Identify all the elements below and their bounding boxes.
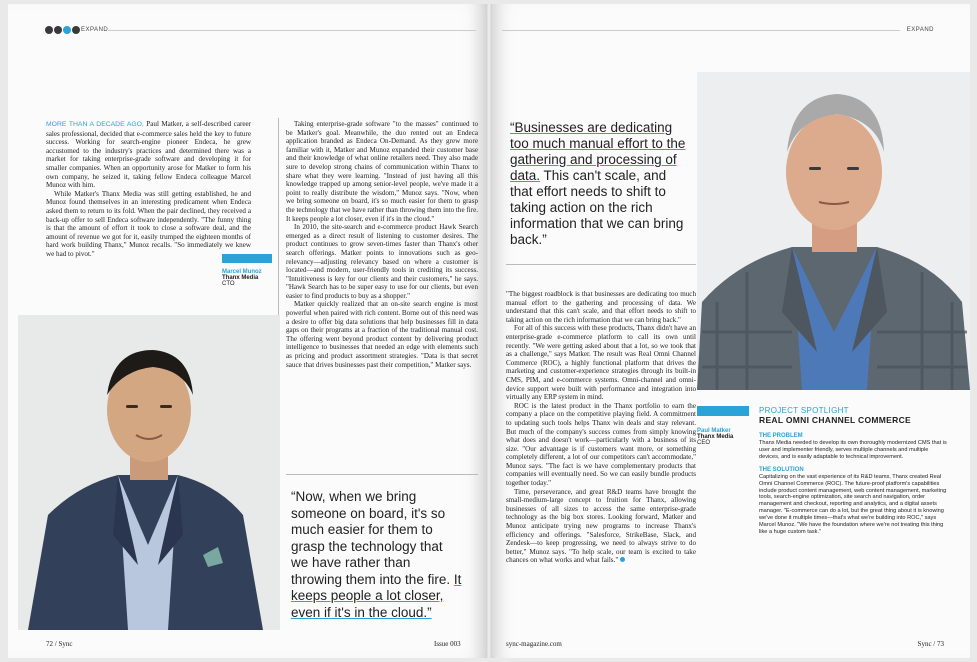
pull-quote-highlight: “Businesses are dedicating too much manual effort to the gathering and processing of data. xyxy=(510,120,686,183)
article-column-2 xyxy=(286,120,478,369)
caption-title: CEO xyxy=(697,440,711,446)
paragraph: In 2010, the site-search and e-commerce product Hawk Search emerged as a direct result of listening to customer desires. The product continues to grow seven-times faster than Thanx's other search offerings. Matker points to innovations such as geo-relevancy—adjusting relevancy based on where a customer is located—and modern, user-friendly tools in crediting its success. "Intuitiveness is key for our clients and their customers," he says. "Hawk Search has to be super easy to use for our clients, but even easier to find products to buy as a shopper." xyxy=(286,223,478,300)
paragraph: ROC is the latest product in the Thanx portfolio to earn the company a place on the competitive playing field. A commitment to updating such tools helps Thanx win deals and stay relevant. But much of the company's success comes from simply knowing what does and doesn't work—particularly with a business of its size. "Our advantage is if customers want more, or something completely different, a lot of our competitors can't accommodate," Munoz says. "The fact is we have complementary products that companies will eventually need. So we can easily bundle products together today." xyxy=(506,401,696,488)
caption-name: Marcel Munoz xyxy=(222,269,262,275)
paragraph: Matker quickly realized that an on-site search engine is most powerful when paired with rich content. Borne out of this need was a desire to offer big data solutions that help businesses fill in data gaps on their programs at a fraction of the traditional manual cost. The offering went beyond product content by delivering product intelligence to businesses that needed an edge with elements such as pricing and product assortment strategies. "Data is that secret sauce that drives businesses past their competition," Matker says. xyxy=(286,300,478,369)
dot-icon xyxy=(72,26,80,34)
spotlight-title: REAL OMNI CHANNEL COMMERCE xyxy=(759,415,911,425)
quote-divider xyxy=(506,264,696,265)
page-folio-right: Sync / 73 xyxy=(917,640,944,648)
solution-text: Capitalizing on the vast experience of its R&D teams, Thanx created Real Omni Channel Commerce (ROC). The future-proof platform's capabilities include product content management, web content management, marketing tools, search-engine optimization, site search and navigation, order management and checkout, reporting and analytics, and a digital assets manager. "E-commerce can do a lot, but the great thing about it is knowing we've done it multiple times—that's what we're building into ROC," says Marcel Munoz. "We have the foundation where we're not treating this thing like a huge custom task." xyxy=(759,473,947,535)
section-label: EXPAND xyxy=(906,27,934,33)
caption-company: Thanx Media xyxy=(697,434,734,440)
magazine-url: sync-magazine.com xyxy=(506,640,562,648)
solution-heading: THE SOLUTION xyxy=(759,466,804,473)
photo-caption xyxy=(697,428,733,446)
caption-title: CTO xyxy=(222,281,235,287)
caption-company: Thanx Media xyxy=(222,275,259,281)
spotlight-box xyxy=(759,406,949,542)
portrait-illustration xyxy=(18,315,280,630)
pull-quote xyxy=(291,489,463,621)
pull-quote-highlight: It keeps people a lot closer, even if it's in the cloud.” xyxy=(291,571,462,620)
paragraph: Taking enterprise-grade software "to the masses" continued to be Matker's goal. Meanwhile, the duo rented out an Endeca application branded as Endeca On-Demand. As they grew more familiar with it, Matker and Munoz expanded their customer base and their knowledge of what online retailers need. They also made sure to develop strong chains of communication within Thanx to share what they were learning. "Instead of just having all this knowledge trapped up among senior-level people, we've made it a point to really distribute the wisdom," Munoz says. "Now, when we bring someone on board, it's so much easier for them to grasp the technology that we have rather than throwing them into the fire. It keeps people a lot closer, even if it's in the cloud." xyxy=(286,120,478,223)
photo-caption xyxy=(222,254,272,287)
end-mark-icon xyxy=(620,557,625,562)
portrait-illustration xyxy=(697,72,970,390)
section-dots-icon xyxy=(45,26,80,34)
lead-in: MORE THAN A DECADE AGO, xyxy=(46,121,144,128)
header-rule xyxy=(502,30,900,31)
quote-divider xyxy=(286,474,478,475)
article-column-3 xyxy=(506,290,696,565)
issue-number: Issue 003 xyxy=(434,640,461,648)
caption-bar xyxy=(697,406,749,416)
pull-quote-text: This can't scale, and that effort needs to shift to taking action on the rich information that we can bring back.” xyxy=(510,168,684,247)
paragraph-text: Time, perseverance, and great R&D teams have brought the small-medium-large concept to fruition for Thanx, allowing businesses of all sizes to access the same enterprise-grade technology as the big box stores. Looking forward, Matker and Munoz anticipate trying new programs to increase Thanx's efficiency and offerings. "Salesforce, StrikeBase, Slack, and Zendesk—to keep progressing, we need to always strive to do better," Munoz says. "To help scale, our team is excited to take chances on what works and what fails." xyxy=(506,487,696,565)
pull-quote-text: “Now, when we bring someone on board, it's so much easier for them to grasp the technology that we have rather than throwing them into the fire. xyxy=(291,489,451,587)
right-page xyxy=(492,4,970,658)
paragraph: While Matker's Thanx Media was still getting established, he and Munoz found themselves in an interesting predicament when Endeca asked them to return to its fold. When the pair declined, they received a back-up offer to sell Endeca software independently. "The funny thing is that the amount of effort it took to close a software deal, and the amount of revenue we got for it, easily trumped the eighteen months of hard work building Thanx," Munoz recalls. "So immediately we knew we had to pivot." xyxy=(46,189,251,258)
paragraph-text: Paul Matker, a self-described career sales professional, decided that e-commerce sales held the key to future success. Working for search-engine pioneer Endeca, he grew accustomed to the industry's practices and determined there was a market for taking enterprise-grade software and developing it for smaller companies. When an opportunity arose for Matker to form his own company, he seized it, taking fellow Endeca colleague Marcel Munoz with him. xyxy=(46,120,251,190)
paragraph xyxy=(506,488,696,565)
problem-heading: THE PROBLEM xyxy=(759,433,803,439)
dot-icon xyxy=(45,26,53,34)
problem-text: Thanx Media needed to develop its own thoroughly modernized CMS that is user and implementer friendly, serves multiple channels and multiple devices, and is easily adaptable to technical improvement. xyxy=(759,440,947,460)
paragraph: For all of this success with these products, Thanx didn't have an enterprise-grade e-commerce platform to call its own until recently. "We were getting asked about that a lot, so we took that as a challenge," says Matker. The result was Real Omni Channel Commerce (ROC), a highly functional platform that drives the marketing and customer-experience strategies through its built-in CMS, PIM, and e-commerce systems. Omni-channel and omni-device support were built with performance and integration into virtually any ERP system in mind. xyxy=(506,324,696,402)
header-rule xyxy=(108,30,476,31)
portrait-photo-marcel-munoz xyxy=(18,315,280,630)
paragraph: "The biggest roadblock is that businesses are dedicating too much manual effort to the gathering and processing of data. We understand that this can't scale, and that effort needs to shift to taking action on the rich information that we can bring back." xyxy=(506,290,696,324)
caption-bar xyxy=(222,254,272,263)
dot-icon xyxy=(54,26,62,34)
left-page xyxy=(8,4,486,658)
article-column-1 xyxy=(46,120,251,259)
page-folio-left: 72 / Sync xyxy=(46,640,73,648)
caption-name: Paul Matker xyxy=(697,428,731,434)
section-label: EXPAND xyxy=(81,27,109,33)
portrait-photo-paul-matker xyxy=(697,72,970,390)
pull-quote xyxy=(510,120,690,248)
paragraph xyxy=(46,120,251,190)
spotlight-kicker: PROJECT SPOTLIGHT xyxy=(759,406,849,415)
dot-icon-active xyxy=(63,26,71,34)
